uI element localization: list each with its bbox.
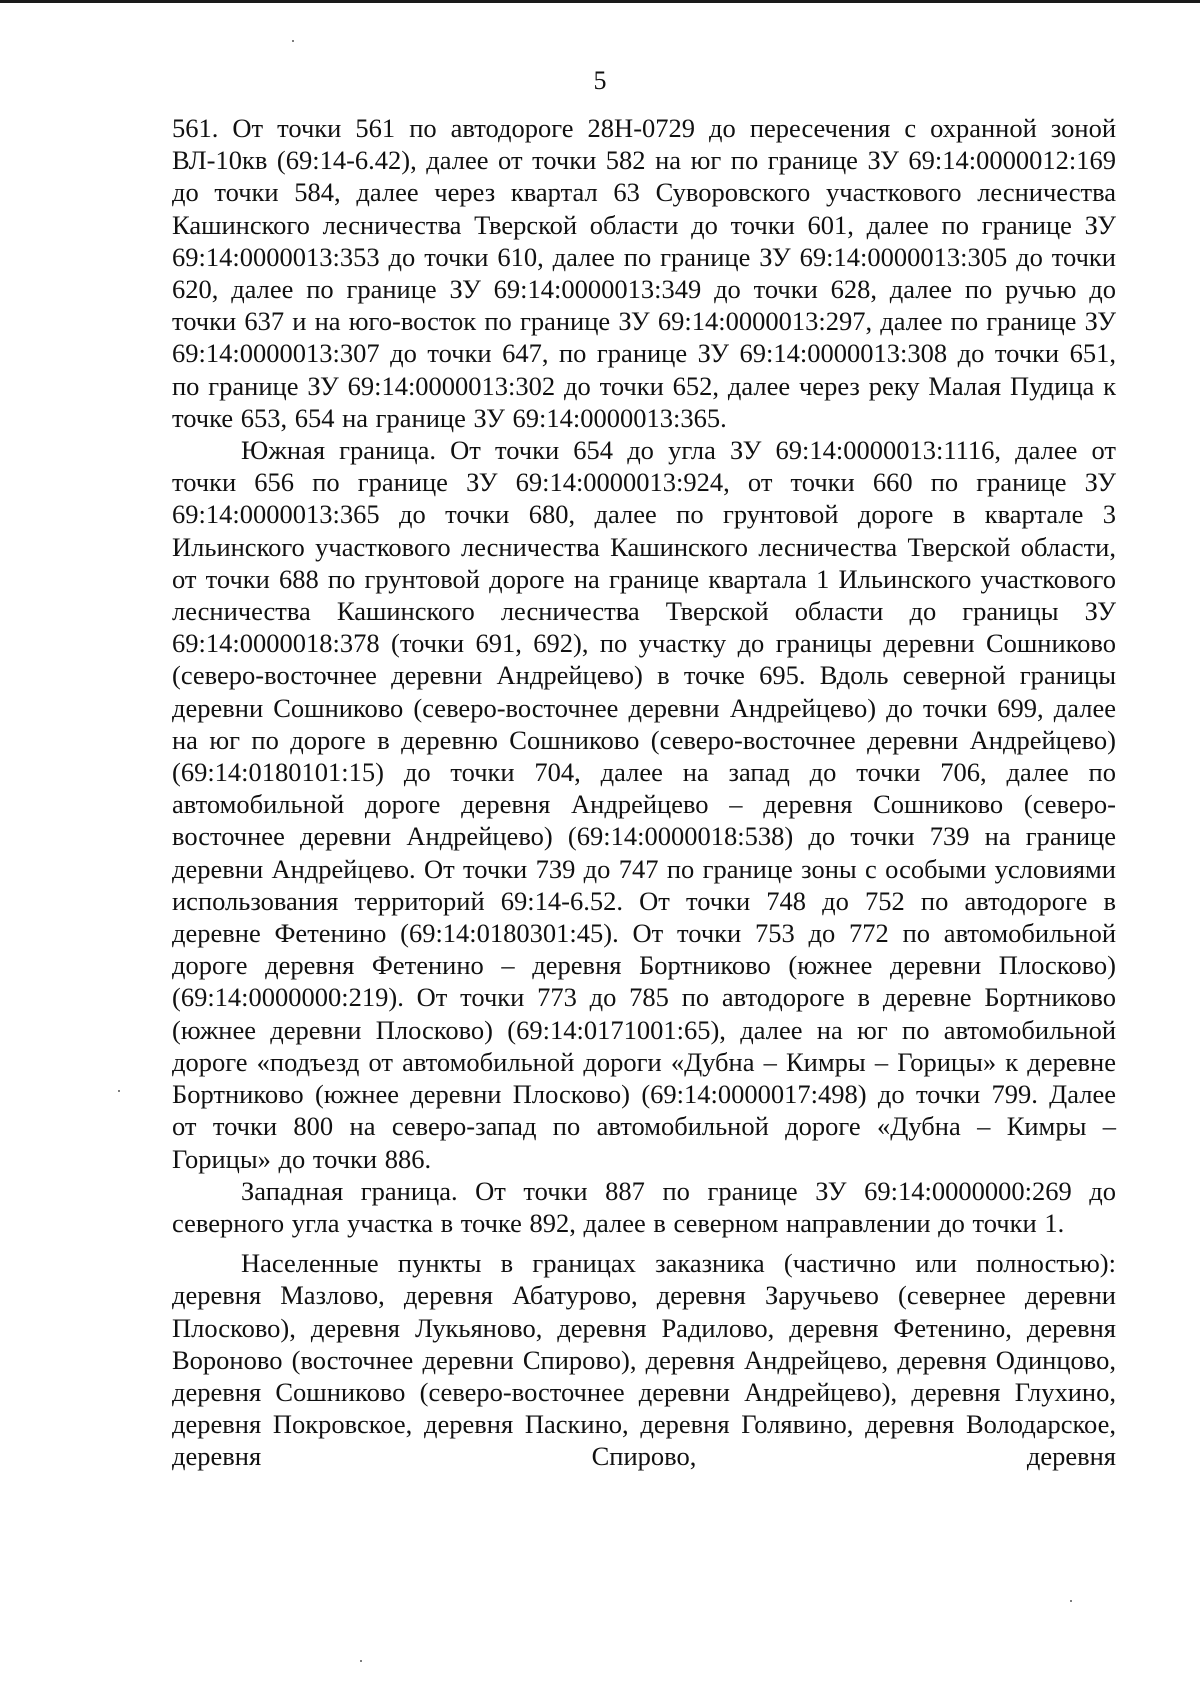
scan-speck [118,1090,120,1092]
paragraph-settlements: Населенные пункты в границах заказника (частично или полностью): деревня Мазлово, деревня Абатурово, деревня Заручьево (севернее деревни Плосково), деревня Лукьяново, деревня Радилово, деревня Фетенино, деревня Вороново (восточнее деревни Спирово), деревня Андрейцево, деревня Одинцово, деревня Сошниково (северо-восточнее деревни Андрейцево), деревня Глухино, деревня Покровское, деревня Паскино, деревня Голявино, деревня Володарское, деревня Спирово, деревня [172,1248,1116,1472]
scan-speck [1070,1600,1072,1602]
scan-top-edge [0,0,1200,3]
paragraph-western-boundary: Западная граница. От точки 887 по границе ЗУ 69:14:0000000:269 до северного угла участка в точке 892, далее в северном направлении до точки 1. [172,1175,1116,1238]
scan-speck [360,1660,362,1662]
page-number: 5 [593,66,607,95]
scan-speck [292,40,294,42]
paragraph-northern-boundary-continuation: 561. От точки 561 по автодороге 28Н-0729 до пересечения с охранной зоной ВЛ-10кв (69:14-6.42), далее от точки 582 на юг по границе ЗУ 69:14:0000012:169 до точки 584, далее через квартал 63 Суворовского участкового лесничества Кашинского лесничества Тверской области до точки 601, далее по границе ЗУ 69:14:0000013:353 до точки 610, далее по границе ЗУ 69:14:0000013:305 до точки 620, далее по границе ЗУ 69:14:0000013:349 до точки 628, далее по ручью до точки 637 и на юго-восток по границе ЗУ 69:14:0000013:297, далее по границе ЗУ 69:14:0000013:307 до точки 647, по границе ЗУ 69:14:0000013:308 до точки 651, по границе ЗУ 69:14:0000013:302 до точки 652, далее через реку Малая Пудица к точке 653, 654 на границе ЗУ 69:14:0000013:365. [172,113,1116,433]
document-body [172,112,1116,1473]
paragraph-southern-boundary: Южная граница. От точки 654 до угла ЗУ 69:14:0000013:1116, далее от точки 656 по границе ЗУ 69:14:0000013:924, от точки 660 по границе ЗУ 69:14:0000013:365 до точки 680, далее по грунтовой дороге в квартале 3 Ильинского участкового лесничества Кашинского лесничества Тверской области, от точки 688 по грунтовой дороге на границе квартала 1 Ильинского участкового лесничества Кашинского лесничества Тверской области до границы ЗУ 69:14:0000018:378 (точки 691, 692), по участку до границы деревни Сошниково (северо-восточнее деревни Андрейцево) в точке 695. Вдоль северной границы деревни Сошниково (северо-восточнее деревни Андрейцево) до точки 699, далее на юг по дороге в деревню Сошниково (северо-восточнее деревни Андрейцево) (69:14:0180101:15) до точки 704, далее на запад до точки 706, далее по автомобильной дороге деревня Андрейцево – деревня Сошниково (северо-восточнее деревни Андрейцево) (69:14:0000018:538) до точки 739 на границе деревни Андрейцево. От точки 739 до 747 по границе зоны с особыми условиями использования территорий 69:14-6.52. От точки 748 до 752 по автодороге в деревне Фетенино (69:14:0180301:45). От точки 753 до 772 по автомобильной дороге деревня Фетенино – деревня Бортниково (южнее деревни Плосково) (69:14:0000000:219). От точки 773 до 785 по автодороге в деревне Бортниково (южнее деревни Плосково) (69:14:0171001:65), далее на юг по автомобильной дороге «подъезд от автомобильной дороги «Дубна – Кимры – Горицы» к деревне Бортниково (южнее деревни Плосково) (69:14:0000017:498) до точки 799. Далее от точки 800 на северо-запад по автомобильной дороге «Дубна – Кимры – Горицы» до точки 886. [172,435,1116,1174]
